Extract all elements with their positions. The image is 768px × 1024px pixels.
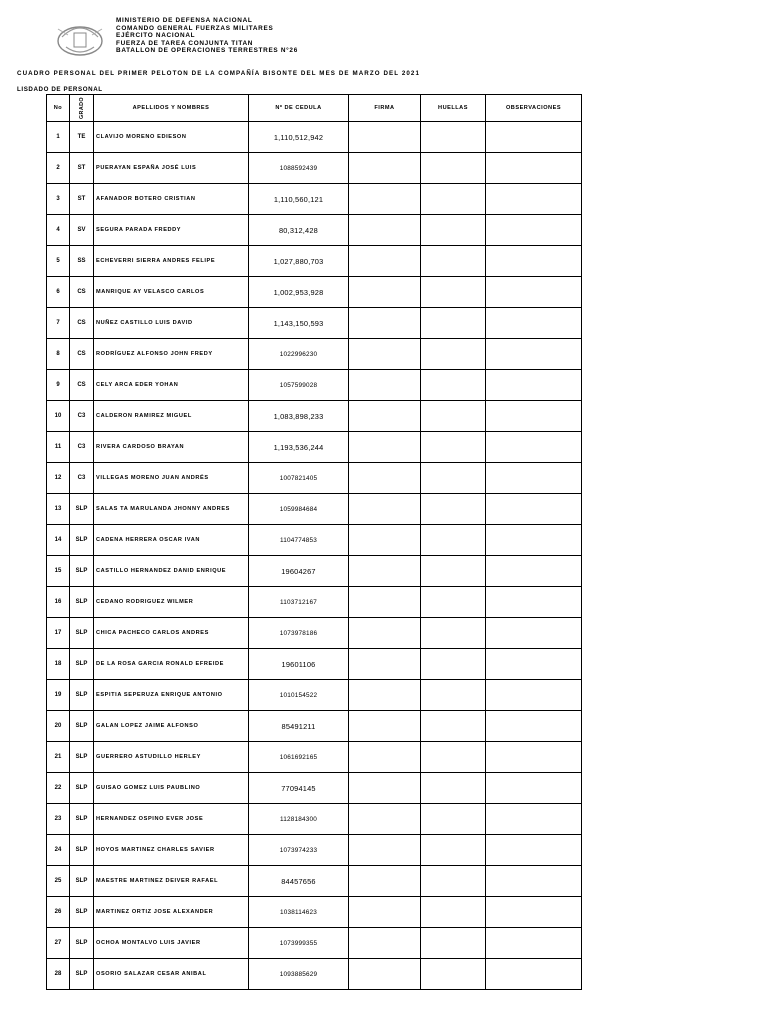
table-row	[47, 711, 582, 742]
row-grado: SLP	[70, 711, 94, 742]
row-grado: C3	[70, 401, 94, 432]
row-name: HERNANDEZ OSPINO EVER JOSE	[94, 804, 249, 835]
header-firma: FIRMA	[349, 95, 421, 122]
row-number: 15	[47, 556, 70, 587]
table-row	[47, 463, 582, 494]
row-huellas	[421, 618, 486, 649]
row-grado: SLP	[70, 928, 94, 959]
row-name: RIVERA CARDOSO BRAYAN	[94, 432, 249, 463]
row-observaciones	[486, 215, 582, 246]
row-cedula: 84457656	[249, 866, 349, 897]
row-name: ECHEVERRI SIERRA ANDRES FELIPE	[94, 246, 249, 277]
row-grado: CS	[70, 370, 94, 401]
table-row	[47, 308, 582, 339]
row-firma	[349, 711, 421, 742]
row-huellas	[421, 959, 486, 990]
row-number: 16	[47, 587, 70, 618]
header-line: COMANDO GENERAL FUERZAS MILITARES	[116, 24, 274, 32]
row-grado: SLP	[70, 773, 94, 804]
row-cedula: 1,193,536,244	[249, 432, 349, 463]
table-row	[47, 432, 582, 463]
row-observaciones	[486, 432, 582, 463]
row-name: CHICA PACHECO CARLOS ANDRES	[94, 618, 249, 649]
table-row	[47, 277, 582, 308]
row-number: 25	[47, 866, 70, 897]
row-grado: SS	[70, 246, 94, 277]
row-firma	[349, 773, 421, 804]
row-cedula: 1038114623	[249, 897, 349, 928]
row-cedula: 1,110,560,121	[249, 184, 349, 215]
institution-header	[116, 17, 298, 55]
row-huellas	[421, 835, 486, 866]
row-cedula: 77094145	[249, 773, 349, 804]
row-cedula: 1,083,898,233	[249, 401, 349, 432]
row-firma	[349, 246, 421, 277]
row-grado: SLP	[70, 649, 94, 680]
row-firma	[349, 401, 421, 432]
row-cedula: 1073974233	[249, 835, 349, 866]
row-huellas	[421, 525, 486, 556]
row-observaciones	[486, 804, 582, 835]
row-name: CLAVIJO MORENO EDIESON	[94, 122, 249, 153]
header-huellas: HUELLAS	[421, 95, 486, 122]
row-firma	[349, 463, 421, 494]
table-row	[47, 804, 582, 835]
row-name: AFANADOR BOTERO CRISTIAN	[94, 184, 249, 215]
row-huellas	[421, 742, 486, 773]
row-observaciones	[486, 618, 582, 649]
table-row	[47, 587, 582, 618]
table-row	[47, 401, 582, 432]
row-name: MAESTRE MARTINEZ DEIVER RAFAEL	[94, 866, 249, 897]
row-cedula: 1103712167	[249, 587, 349, 618]
row-firma	[349, 277, 421, 308]
personnel-table	[46, 94, 582, 990]
row-firma	[349, 370, 421, 401]
row-huellas	[421, 153, 486, 184]
row-cedula: 1022996230	[249, 339, 349, 370]
row-firma	[349, 959, 421, 990]
row-huellas	[421, 680, 486, 711]
table-row	[47, 246, 582, 277]
row-name: PUERAYAN ESPAÑA JOSÉ LUIS	[94, 153, 249, 184]
row-firma	[349, 556, 421, 587]
row-number: 14	[47, 525, 70, 556]
row-cedula: 1010154522	[249, 680, 349, 711]
row-cedula: 1,110,512,942	[249, 122, 349, 153]
row-huellas	[421, 556, 486, 587]
row-number: 21	[47, 742, 70, 773]
row-number: 20	[47, 711, 70, 742]
row-observaciones	[486, 339, 582, 370]
row-grado: CS	[70, 308, 94, 339]
row-cedula: 1073999355	[249, 928, 349, 959]
row-number: 17	[47, 618, 70, 649]
row-number: 18	[47, 649, 70, 680]
row-observaciones	[486, 649, 582, 680]
row-huellas	[421, 804, 486, 835]
row-name: ESPITIA SEPERUZA ENRIQUE ANTONIO	[94, 680, 249, 711]
row-name: CADENA HERRERA OSCAR IVAN	[94, 525, 249, 556]
row-huellas	[421, 246, 486, 277]
row-name: GUISAO GOMEZ LUIS PAUBLINO	[94, 773, 249, 804]
row-name: SALAS TA MARULANDA JHONNY ANDRES	[94, 494, 249, 525]
row-huellas	[421, 122, 486, 153]
list-subtitle: LISDADO DE PERSONAL	[17, 86, 103, 93]
row-cedula: 1007821405	[249, 463, 349, 494]
header-line: MINISTERIO DE DEFENSA NACIONAL	[116, 17, 253, 24]
row-firma	[349, 897, 421, 928]
row-cedula: 1104774853	[249, 525, 349, 556]
row-observaciones	[486, 866, 582, 897]
row-huellas	[421, 649, 486, 680]
row-observaciones	[486, 773, 582, 804]
row-huellas	[421, 308, 486, 339]
row-grado: CS	[70, 339, 94, 370]
row-huellas	[421, 897, 486, 928]
header-nombres: APELLIDOS Y NOMBRES	[94, 95, 249, 122]
row-grado: SLP	[70, 897, 94, 928]
row-firma	[349, 308, 421, 339]
row-cedula: 1,143,150,593	[249, 308, 349, 339]
row-firma	[349, 432, 421, 463]
row-name: OCHOA MONTALVO LUIS JAVIER	[94, 928, 249, 959]
row-huellas	[421, 463, 486, 494]
row-grado: SLP	[70, 618, 94, 649]
row-firma	[349, 525, 421, 556]
row-firma	[349, 339, 421, 370]
row-observaciones	[486, 897, 582, 928]
row-huellas	[421, 432, 486, 463]
row-grado: SLP	[70, 525, 94, 556]
row-firma	[349, 866, 421, 897]
row-huellas	[421, 494, 486, 525]
row-firma	[349, 649, 421, 680]
row-number: 27	[47, 928, 70, 959]
table-row	[47, 866, 582, 897]
row-observaciones	[486, 494, 582, 525]
table-row	[47, 184, 582, 215]
row-observaciones	[486, 711, 582, 742]
row-huellas	[421, 928, 486, 959]
row-observaciones	[486, 153, 582, 184]
row-cedula: 85491211	[249, 711, 349, 742]
row-name: GUERRERO ASTUDILLO HERLEY	[94, 742, 249, 773]
row-observaciones	[486, 277, 582, 308]
table-row	[47, 494, 582, 525]
row-grado: SLP	[70, 804, 94, 835]
row-observaciones	[486, 370, 582, 401]
row-name: VILLEGAS MORENO JUAN ANDRÉS	[94, 463, 249, 494]
row-huellas	[421, 277, 486, 308]
row-grado: C3	[70, 463, 94, 494]
row-huellas	[421, 401, 486, 432]
row-number: 11	[47, 432, 70, 463]
row-name: CEDANO RODRIGUEZ WILMER	[94, 587, 249, 618]
row-name: CALDERON RAMIREZ MIGUEL	[94, 401, 249, 432]
row-number: 7	[47, 308, 70, 339]
row-observaciones	[486, 742, 582, 773]
row-number: 12	[47, 463, 70, 494]
row-firma	[349, 122, 421, 153]
row-name: MANRIQUE AY VELASCO CARLOS	[94, 277, 249, 308]
row-name: MARTINEZ ORTIZ JOSE ALEXANDER	[94, 897, 249, 928]
row-huellas	[421, 866, 486, 897]
row-number: 9	[47, 370, 70, 401]
row-grado: SLP	[70, 959, 94, 990]
header-cedula: Nº DE CEDULA	[249, 95, 349, 122]
row-grado: SLP	[70, 742, 94, 773]
row-huellas	[421, 711, 486, 742]
row-number: 8	[47, 339, 70, 370]
row-number: 23	[47, 804, 70, 835]
table-row	[47, 556, 582, 587]
table-row	[47, 618, 582, 649]
table-body	[47, 122, 582, 990]
row-grado: SLP	[70, 866, 94, 897]
row-name: SEGURA PARADA FREDDY	[94, 215, 249, 246]
row-cedula: 1128184300	[249, 804, 349, 835]
header-observaciones: OBSERVACIONES	[486, 95, 582, 122]
header-line: BATALLON DE OPERACIONES TERRESTRES N°26	[116, 47, 298, 55]
row-number: 2	[47, 153, 70, 184]
row-number: 22	[47, 773, 70, 804]
row-name: CELY ARCA EDER YOHAN	[94, 370, 249, 401]
row-grado: ST	[70, 184, 94, 215]
row-number: 4	[47, 215, 70, 246]
row-observaciones	[486, 122, 582, 153]
table-row	[47, 649, 582, 680]
row-observaciones	[486, 463, 582, 494]
row-grado: TE	[70, 122, 94, 153]
table-row	[47, 959, 582, 990]
row-observaciones	[486, 928, 582, 959]
coat-of-arms-icon	[52, 17, 108, 59]
row-huellas	[421, 370, 486, 401]
table-header-row	[47, 95, 582, 122]
row-number: 3	[47, 184, 70, 215]
table-row	[47, 153, 582, 184]
row-number: 24	[47, 835, 70, 866]
header-grado-label: GRADO	[78, 96, 85, 120]
row-observaciones	[486, 246, 582, 277]
header-no: No	[47, 95, 70, 122]
row-firma	[349, 153, 421, 184]
row-huellas	[421, 184, 486, 215]
row-cedula: 1057599028	[249, 370, 349, 401]
row-firma	[349, 587, 421, 618]
row-firma	[349, 680, 421, 711]
row-firma	[349, 618, 421, 649]
row-observaciones	[486, 587, 582, 618]
row-grado: SV	[70, 215, 94, 246]
row-grado: SLP	[70, 556, 94, 587]
table-row	[47, 773, 582, 804]
row-observaciones	[486, 401, 582, 432]
table-row	[47, 122, 582, 153]
row-firma	[349, 215, 421, 246]
row-number: 1	[47, 122, 70, 153]
table-row	[47, 680, 582, 711]
row-observaciones	[486, 525, 582, 556]
row-number: 13	[47, 494, 70, 525]
row-firma	[349, 835, 421, 866]
row-cedula: 1061692165	[249, 742, 349, 773]
row-number: 5	[47, 246, 70, 277]
row-observaciones	[486, 680, 582, 711]
row-observaciones	[486, 308, 582, 339]
row-name: CASTILLO HERNANDEZ DANID ENRIQUE	[94, 556, 249, 587]
table-row	[47, 928, 582, 959]
row-firma	[349, 804, 421, 835]
row-firma	[349, 184, 421, 215]
row-number: 10	[47, 401, 70, 432]
table-row	[47, 215, 582, 246]
row-firma	[349, 742, 421, 773]
row-name: HOYOS MARTINEZ CHARLES SAVIER	[94, 835, 249, 866]
row-grado: SLP	[70, 680, 94, 711]
row-grado: SLP	[70, 835, 94, 866]
row-number: 6	[47, 277, 70, 308]
header-line: EJÉRCITO NACIONAL	[116, 32, 196, 40]
table-row	[47, 742, 582, 773]
row-name: NUÑEZ CASTILLO LUIS DAVID	[94, 308, 249, 339]
header-grado	[70, 95, 94, 122]
row-huellas	[421, 339, 486, 370]
row-observaciones	[486, 556, 582, 587]
table-row	[47, 370, 582, 401]
row-number: 26	[47, 897, 70, 928]
row-cedula: 1,027,880,703	[249, 246, 349, 277]
row-observaciones	[486, 959, 582, 990]
table-row	[47, 897, 582, 928]
row-number: 19	[47, 680, 70, 711]
row-firma	[349, 928, 421, 959]
row-grado: SLP	[70, 494, 94, 525]
header-line: FUERZA DE TAREA CONJUNTA TITAN	[116, 39, 254, 47]
row-observaciones	[486, 835, 582, 866]
row-cedula: 19604267	[249, 556, 349, 587]
row-huellas	[421, 215, 486, 246]
row-cedula: 19601106	[249, 649, 349, 680]
row-grado: C3	[70, 432, 94, 463]
row-cedula: 1093885629	[249, 959, 349, 990]
row-cedula: 80,312,428	[249, 215, 349, 246]
row-cedula: 1088592439	[249, 153, 349, 184]
row-grado: CS	[70, 277, 94, 308]
row-huellas	[421, 773, 486, 804]
row-huellas	[421, 587, 486, 618]
row-cedula: 1059984684	[249, 494, 349, 525]
row-grado: SLP	[70, 587, 94, 618]
row-observaciones	[486, 184, 582, 215]
table-row	[47, 525, 582, 556]
row-number: 28	[47, 959, 70, 990]
row-firma	[349, 494, 421, 525]
row-name: RODRÍGUEZ ALFONSO JOHN FREDY	[94, 339, 249, 370]
row-grado: ST	[70, 153, 94, 184]
row-name: GALAN LOPEZ JAIME ALFONSO	[94, 711, 249, 742]
row-name: DE LA ROSA GARCIA RONALD EFREIDE	[94, 649, 249, 680]
row-name: OSORIO SALAZAR CESAR ANIBAL	[94, 959, 249, 990]
row-cedula: 1073978186	[249, 618, 349, 649]
table-row	[47, 835, 582, 866]
document-title: CUADRO PERSONAL DEL PRIMER PELOTON DE LA COMPAÑÍA BISONTE DEL MES DE MARZO DEL 2021	[17, 70, 421, 77]
table-row	[47, 339, 582, 370]
row-cedula: 1,002,953,928	[249, 277, 349, 308]
